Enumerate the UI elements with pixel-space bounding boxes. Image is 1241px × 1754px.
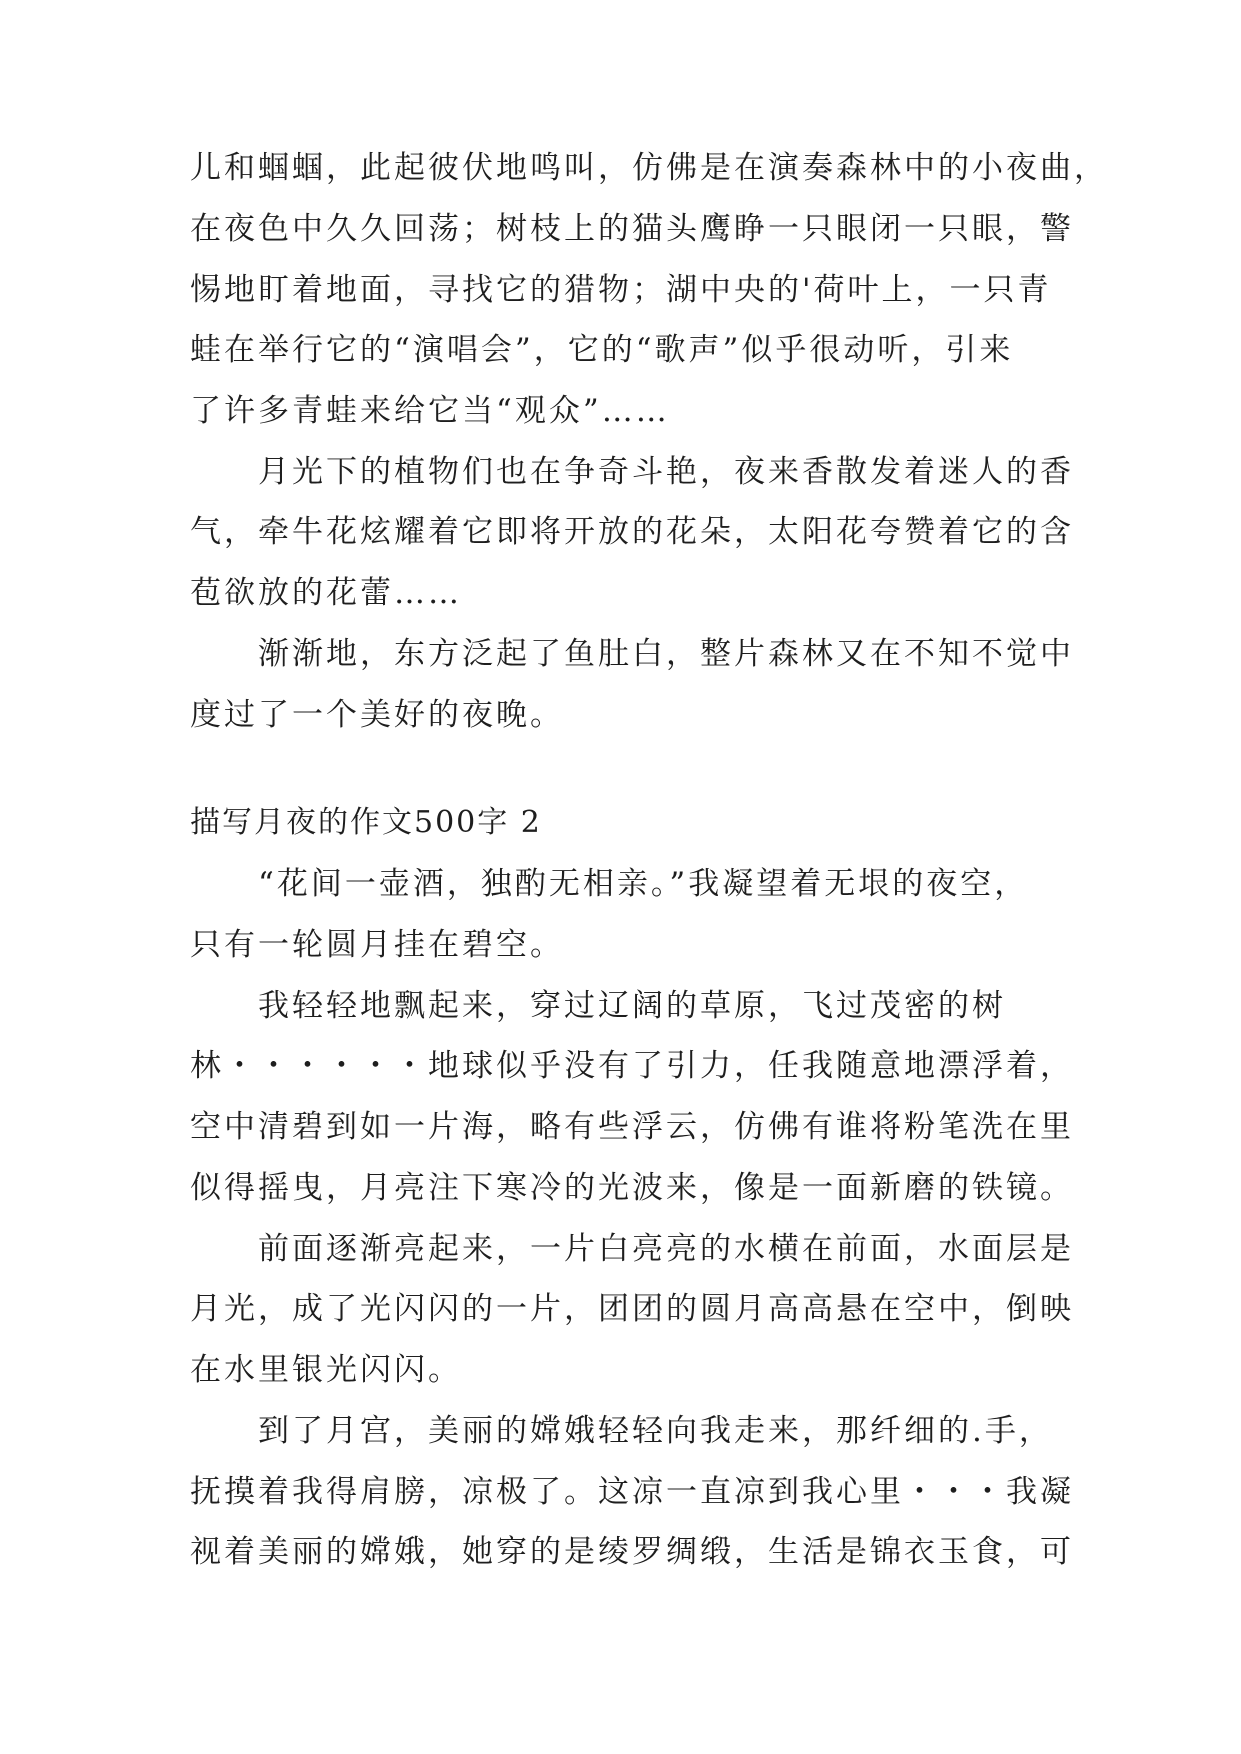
text-line: 我轻轻地飘起来，穿过辽阔的草原，飞过茂密的树 bbox=[190, 988, 1006, 1024]
text-line: 视着美丽的嫦娥，她穿的是绫罗绸缎，生活是锦衣玉食，可 bbox=[190, 1534, 1074, 1570]
section-title: 描写月夜的作文500字 2 bbox=[190, 805, 542, 840]
text-line: 苞欲放的花蕾…… bbox=[190, 575, 462, 611]
text-line: 了许多青蛙来给它当“观众”…… bbox=[190, 393, 670, 429]
text-line: 林・・・・・・地球似乎没有了引力，任我随意地漂浮着， bbox=[190, 1048, 1074, 1084]
text-line: 在水里银光闪闪。 bbox=[190, 1352, 462, 1388]
text-line: 渐渐地，东方泛起了鱼肚白，整片森林又在不知不觉中 bbox=[190, 636, 1074, 672]
text-line: 只有一轮圆月挂在碧空。 bbox=[190, 927, 564, 963]
text-line: 空中清碧到如一片海，略有些浮云，仿佛有谁将粉笔洗在里 bbox=[190, 1109, 1074, 1145]
text-line: 度过了一个美好的夜晚。 bbox=[190, 697, 564, 733]
text-line: 到了月宫，美丽的嫦娥轻轻向我走来，那纤细的.手， bbox=[190, 1413, 1053, 1449]
text-line: 前面逐渐亮起来，一片白亮亮的水横在前面，水面层是 bbox=[190, 1231, 1074, 1267]
text-line: 似得摇曳，月亮注下寒冷的光波来，像是一面新磨的铁镜。 bbox=[190, 1170, 1074, 1206]
text-line: 惕地盯着地面，寻找它的猎物；湖中央的'荷叶上，一只青 bbox=[190, 272, 1052, 308]
text-line: 蛙在举行它的“演唱会”，它的“歌声”似乎很动听，引来 bbox=[190, 332, 1014, 368]
text-line: 儿和蝈蝈，此起彼伏地鸣叫，仿佛是在演奏森林中的小夜曲， bbox=[190, 150, 1108, 186]
text-line: 月光下的植物们也在争奇斗艳，夜来香散发着迷人的香 bbox=[190, 454, 1074, 490]
text-line: 月光，成了光闪闪的一片，团团的圆月高高悬在空中，倒映 bbox=[190, 1291, 1074, 1327]
text-line: 在夜色中久久回荡；树枝上的猫头鹰睁一只眼闭一只眼，警 bbox=[190, 211, 1074, 247]
text-line: 气，牵牛花炫耀着它即将开放的花朵，太阳花夸赞着它的含 bbox=[190, 514, 1074, 550]
text-line: 抚摸着我得肩膀，凉极了。这凉一直凉到我心里・・・我凝 bbox=[190, 1474, 1074, 1510]
text-line: “花间一壶酒，独酌无相亲。”我凝望着无垠的夜空， bbox=[190, 866, 1029, 902]
